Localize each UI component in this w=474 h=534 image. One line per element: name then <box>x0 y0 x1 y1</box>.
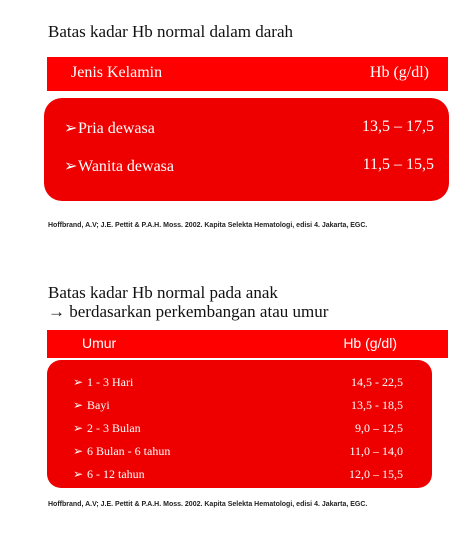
row-label: 2 - 3 Bulan <box>87 421 141 435</box>
arrow-bullet-icon: ➢ <box>73 421 84 435</box>
arrow-bullet-icon: ➢ <box>73 467 84 481</box>
row-label: Pria dewasa <box>78 120 155 137</box>
header-col-hb: Hb (g/dl) <box>369 64 429 81</box>
row-value: 13,5 - 18,5 <box>351 398 403 412</box>
section2-title-line1: Batas kadar Hb normal pada anak <box>48 283 278 302</box>
arrow-bullet-icon: ➢ <box>64 158 78 175</box>
row-label: Bayi <box>87 398 110 412</box>
row-label: 1 - 3 Hari <box>87 375 134 389</box>
arrow-bullet-icon: ➢ <box>73 375 84 389</box>
arrow-bullet-icon: ➢ <box>73 444 84 458</box>
row-value: 14,5 - 22,5 <box>351 375 403 389</box>
section2-title-line2: → berdasarkan perkembangan atau umur <box>48 302 329 321</box>
header-col-age: Umur <box>82 335 117 351</box>
row-value: 12,0 – 15,5 <box>349 467 403 481</box>
row-label: 6 Bulan - 6 tahun <box>87 444 171 458</box>
section1-table-header <box>47 57 448 91</box>
section1-reference: Hoffbrand, A.V; J.E. Pettit & P.A.H. Moss. 2002. Kapita Selekta Hematologi, edisi 4. Jakarta, EGC. <box>48 222 368 229</box>
row-value: 13,5 – 17,5 <box>362 118 434 135</box>
header-col-gender: Jenis Kelamin <box>71 64 163 81</box>
section2-values-box <box>47 360 432 488</box>
row-value: 11,5 – 15,5 <box>362 156 434 173</box>
section1-values-box <box>44 98 449 201</box>
header-col-hb: Hb (g/dl) <box>343 335 397 351</box>
section1-title: Batas kadar Hb normal dalam darah <box>48 22 293 41</box>
arrow-bullet-icon: ➢ <box>64 120 78 137</box>
section2-reference: Hoffbrand, A.V; J.E. Pettit & P.A.H. Moss. 2002. Kapita Selekta Hematologi, edisi 4. Jakarta, EGC. <box>48 501 368 508</box>
row-label: 6 - 12 tahun <box>87 467 145 481</box>
arrow-bullet-icon: ➢ <box>73 398 84 412</box>
row-value: 11,0 – 14,0 <box>349 444 403 458</box>
section2-title <box>48 283 328 321</box>
row-label: Wanita dewasa <box>78 158 174 175</box>
section2-table-header <box>47 330 448 358</box>
row-value: 9,0 – 12,5 <box>355 421 403 435</box>
